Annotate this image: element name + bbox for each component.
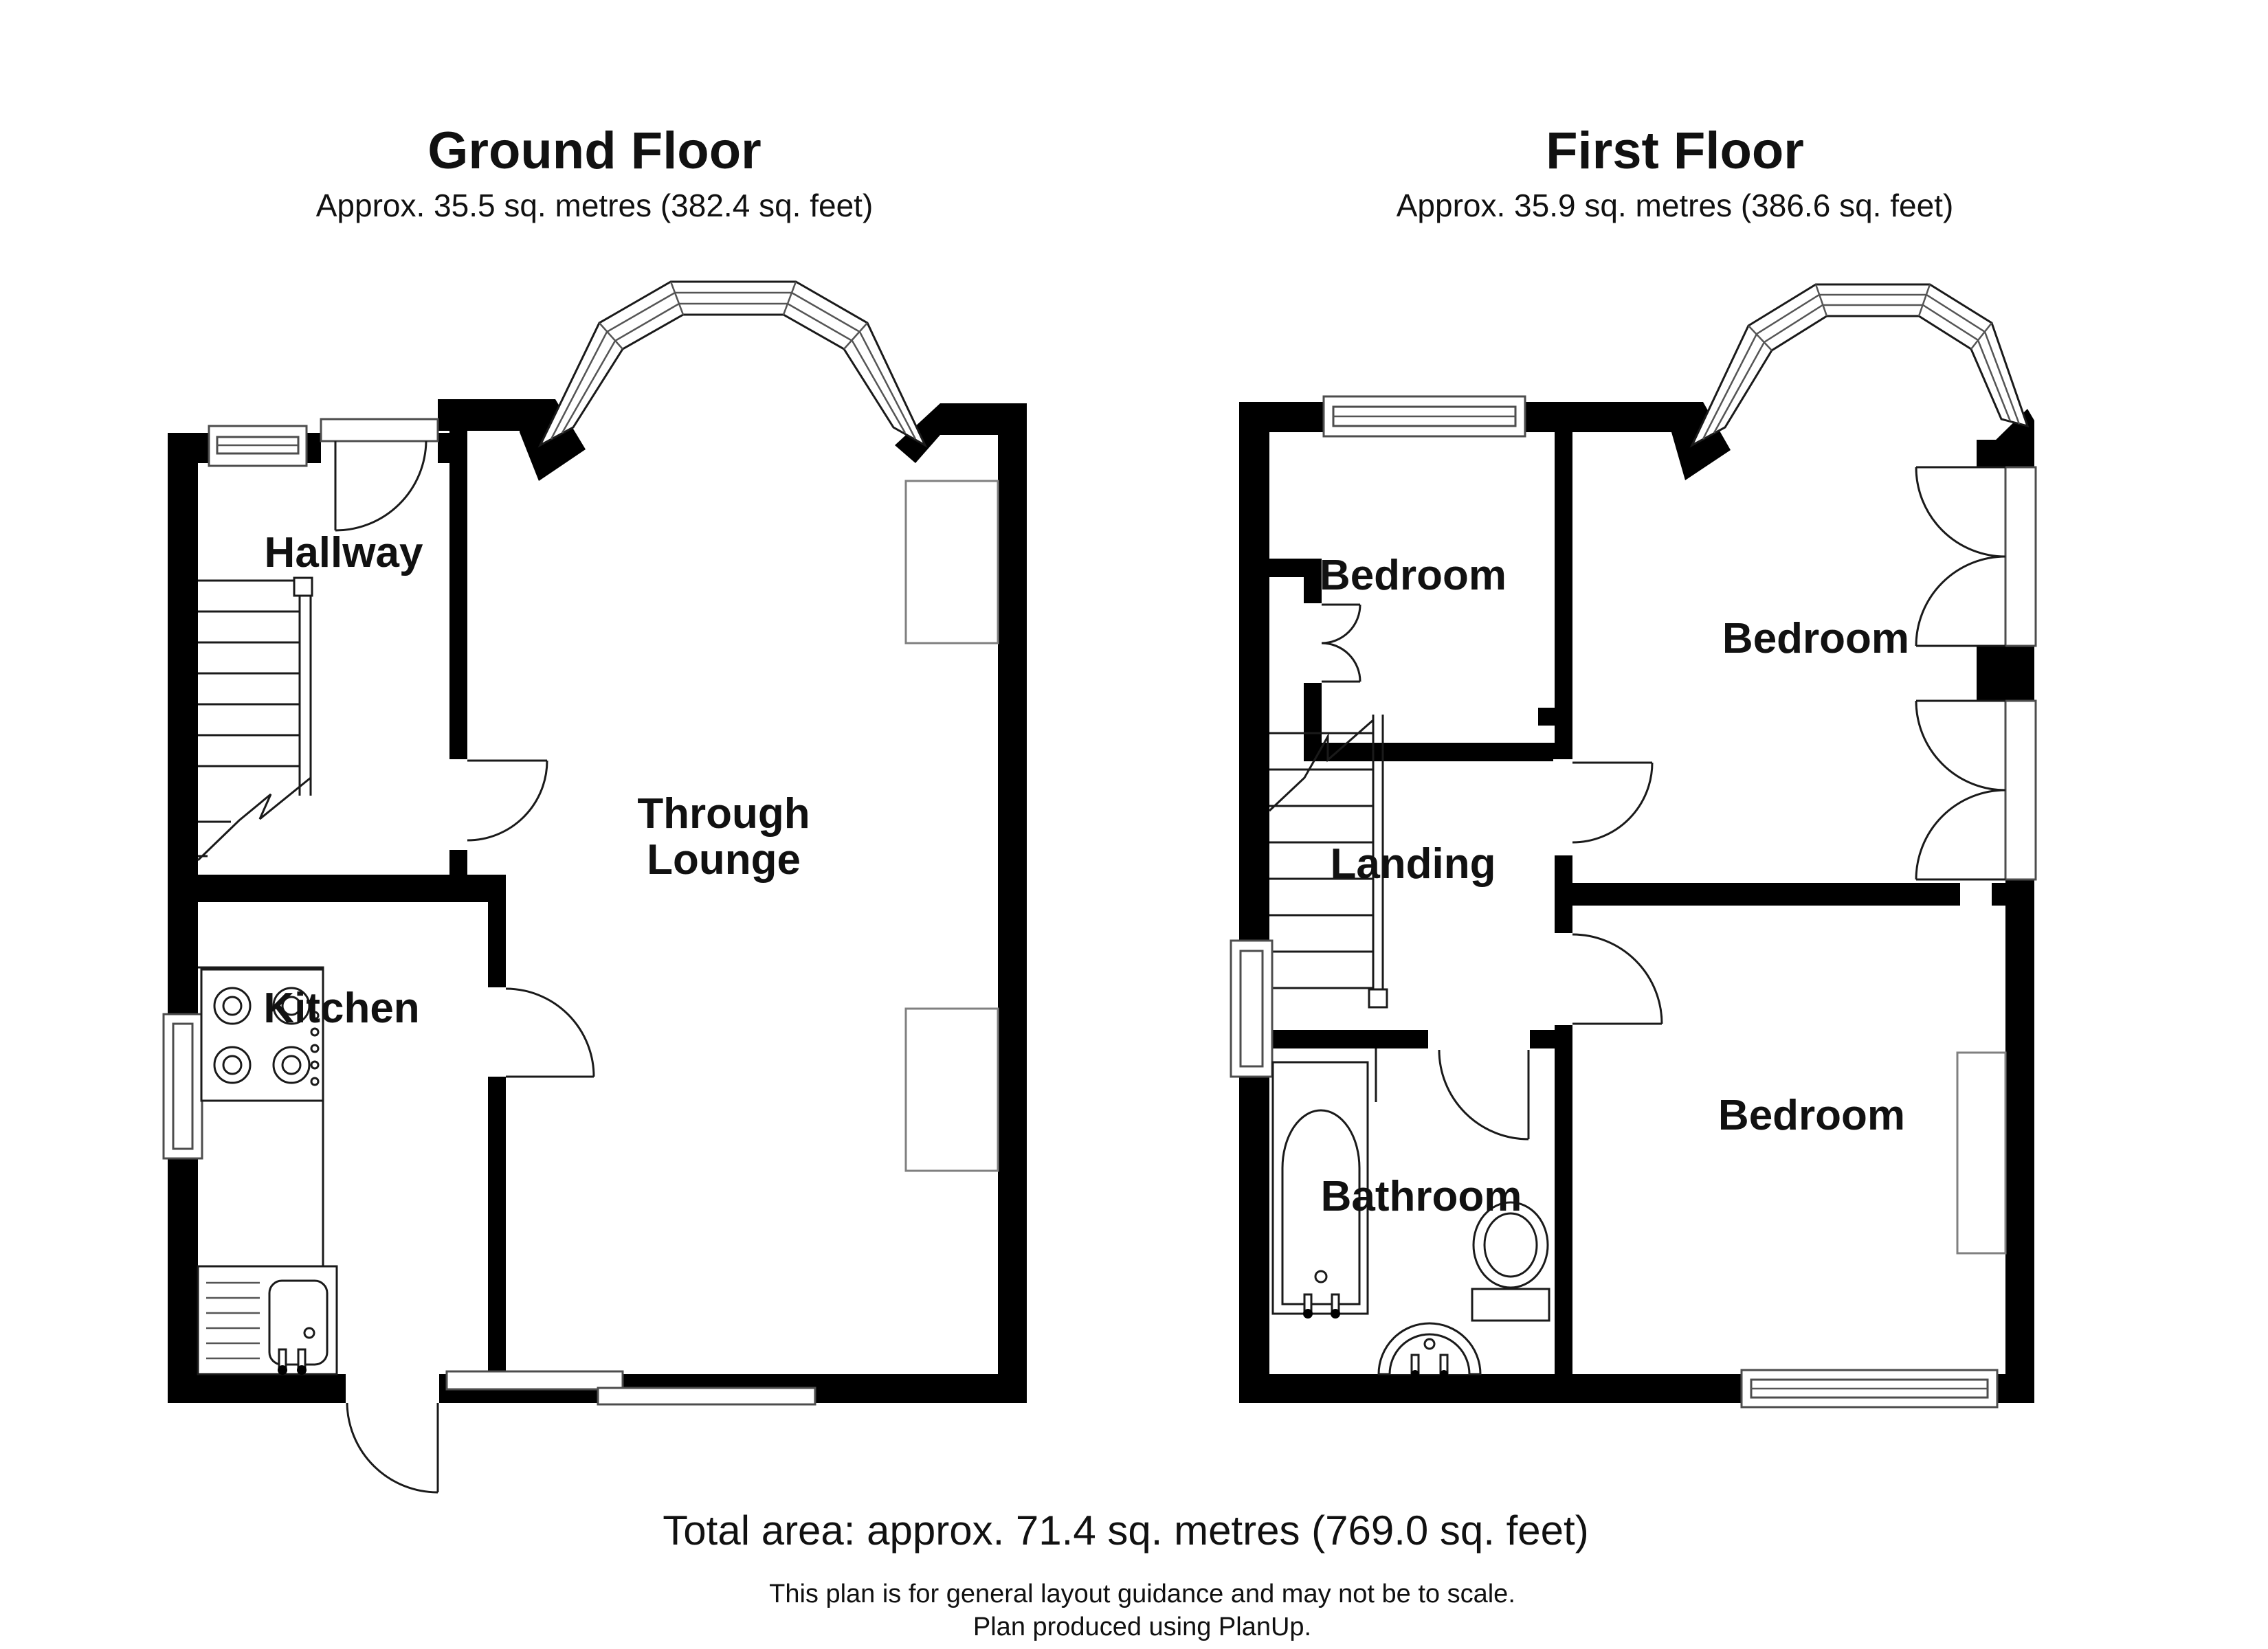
ff-landing-window xyxy=(1231,941,1272,1077)
ff-left-wall xyxy=(1239,402,1269,1403)
through-lounge-label-line1: Through xyxy=(637,790,810,838)
first-floor-area: Approx. 35.9 sq. metres (386.6 sq. feet) xyxy=(1396,188,1954,223)
gf-stairs xyxy=(198,578,312,860)
through-lounge-label-line2: Lounge xyxy=(647,836,801,884)
ff-rear-bedroom-door xyxy=(1553,933,1662,1025)
disclaimer-text: This plan is for general layout guidance and may not be to scale. xyxy=(769,1580,1515,1608)
gf-lounge-door xyxy=(448,759,547,850)
ff-front-bedroom-door xyxy=(1553,759,1652,855)
ground-floor-title: Ground Floor xyxy=(427,122,761,180)
ff-rear-bedroom-furniture xyxy=(1957,1053,2005,1253)
gf-kitchen-east-wall-lower xyxy=(488,1077,506,1374)
ff-bedroom-divider-wall xyxy=(1572,883,2005,906)
bedroom-rear-label: Bedroom xyxy=(1717,1092,1906,1139)
total-area-text: Total area: approx. 71.4 sq. metres (769.0 sq. feet) xyxy=(663,1507,1589,1553)
ground-floor-area: Approx. 35.5 sq. metres (382.4 sq. feet) xyxy=(315,188,874,223)
gf-bay-window xyxy=(540,282,925,445)
ff-wardrobe-top xyxy=(1916,467,2036,646)
first-floor-title: First Floor xyxy=(1546,122,1804,180)
bedroom-small-label: Bedroom xyxy=(1319,552,1507,599)
gf-stairs-break-line xyxy=(198,778,311,860)
ff-bathroom-top-wall xyxy=(1269,1030,1430,1048)
ground-floor-plan xyxy=(164,282,1027,1492)
landing-label: Landing xyxy=(1330,840,1496,888)
ff-cupboard-wall-top xyxy=(1269,559,1322,577)
gf-right-wall xyxy=(998,403,1027,1403)
bathroom-label: Bathroom xyxy=(1320,1173,1522,1220)
ff-bathroom-door xyxy=(1428,1029,1530,1139)
gf-lounge-alcove-top xyxy=(906,481,998,643)
ff-bay-window xyxy=(1692,284,2027,445)
ff-landing-bedroom-wall xyxy=(1322,743,1555,761)
hallway-label: Hallway xyxy=(264,529,423,576)
ff-stairs-newel xyxy=(1369,989,1387,1007)
ff-partition-lower xyxy=(1555,1024,1572,1374)
ff-partition-mid xyxy=(1555,854,1572,934)
ff-rear-bedroom-window xyxy=(1742,1370,1997,1407)
gf-left-wall xyxy=(168,433,198,1403)
gf-lounge-alcove-bottom xyxy=(906,1009,998,1171)
gf-kitchen-door-swing xyxy=(506,989,594,1077)
gf-hallway-window xyxy=(209,426,307,466)
bedroom-front-label: Bedroom xyxy=(1722,615,1910,662)
gf-front-door xyxy=(321,419,438,530)
ff-small-bedroom-window xyxy=(1324,396,1525,436)
gf-lounge-door-swing xyxy=(467,761,547,840)
gf-sink-unit xyxy=(198,1266,337,1375)
gf-stairs-newel xyxy=(294,578,312,596)
ff-wardrobe-bottom xyxy=(1916,701,2036,879)
gf-hall-lounge-partition xyxy=(449,399,467,761)
gf-lounge-north-wall-right xyxy=(940,403,998,435)
gf-kitchen-top-wall xyxy=(168,875,506,902)
first-floor-plan xyxy=(1231,284,2036,1407)
gf-kitchen-east-wall-upper xyxy=(488,902,506,987)
gf-back-door-swing xyxy=(347,1403,438,1492)
ff-partition-upper xyxy=(1555,432,1572,761)
gf-kitchen-window xyxy=(164,1014,202,1158)
credit-text: Plan produced using PlanUp. xyxy=(972,1613,1312,1641)
ff-basin xyxy=(1379,1323,1480,1378)
ff-cupboard-doors xyxy=(1302,603,1360,683)
kitchen-label: Kitchen xyxy=(263,985,420,1032)
gf-kitchen-door xyxy=(487,987,594,1077)
gf-back-door xyxy=(346,1373,439,1492)
